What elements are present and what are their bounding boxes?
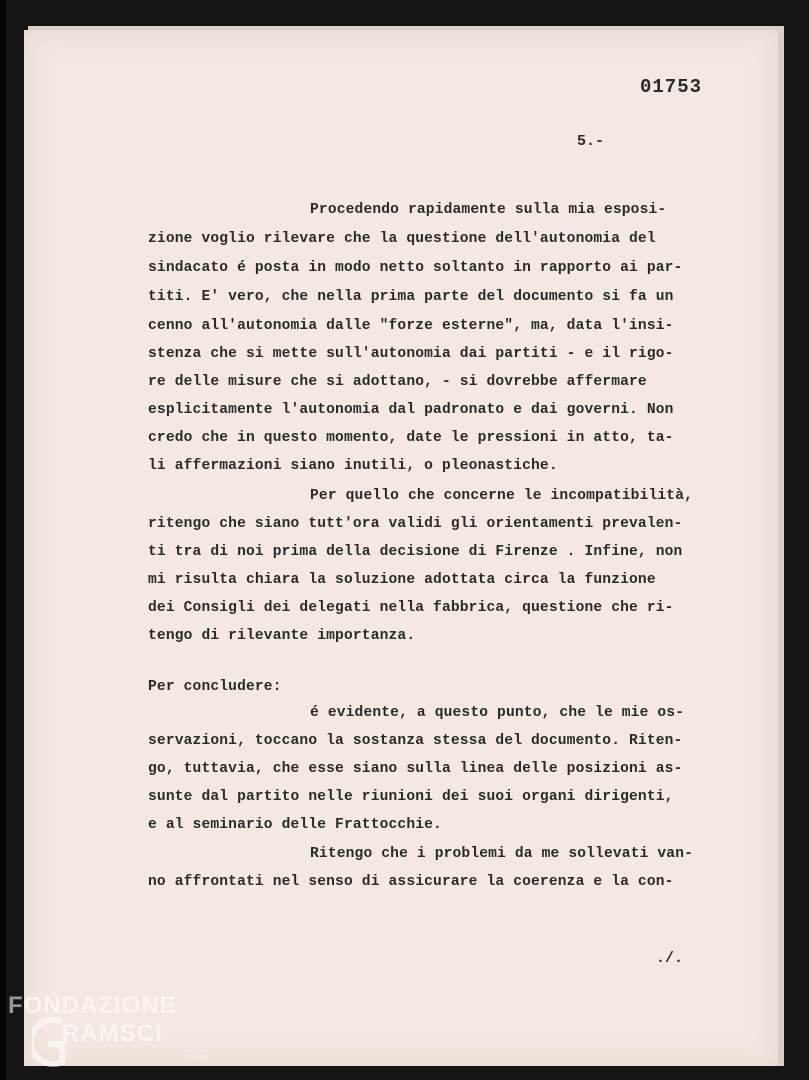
text-line: titi. E' vero, che nella prima parte del documento si fa un	[148, 289, 674, 305]
section-heading: Per concludere:	[148, 679, 282, 695]
text-line: é evidente, a questo punto, che le mie os-	[310, 705, 685, 721]
text-line: credo che in questo momento, date le pressioni in atto, ta-	[148, 430, 674, 446]
watermark-logo	[8, 992, 218, 1072]
text-line: dei Consigli dei delegati nella fabbrica, questione che ri-	[148, 600, 674, 616]
text-line: mi risulta chiara la soluzione adottata circa la funzione	[148, 572, 656, 588]
page-number: 5.-	[577, 133, 605, 150]
text-line: esplicitamente l'autonomia dal padronato e dai governi. Non	[148, 402, 674, 418]
text-line: Procedendo rapidamente sulla mia esposi-	[310, 202, 667, 218]
text-line: servazioni, toccano la sostanza stessa del documento. Riten-	[148, 733, 683, 749]
text-line: stenza che si mette sull'autonomia dai partiti - e il rigo-	[148, 346, 674, 362]
text-line: re delle misure che si adottano, - si dovrebbe affermare	[148, 374, 647, 390]
text-line: no affrontati nel senso di assicurare la coerenza e la con-	[148, 874, 674, 890]
document-number: 01753	[640, 76, 703, 98]
text-line: sunte dal partito nelle riunioni dei suoi organi dirigenti,	[148, 789, 674, 805]
text-line: e al seminario delle Frattocchie.	[148, 817, 442, 833]
watermark-line1: FONDAZIONE	[8, 992, 177, 1019]
watermark-g-icon	[32, 1014, 66, 1070]
scan-edge	[0, 0, 6, 1080]
text-line: zione voglio rilevare che la questione dell'autonomia del	[148, 231, 656, 247]
watermark-sub: onlus	[186, 1052, 208, 1062]
continuation-mark: ./.	[656, 950, 684, 967]
text-line: sindacato é posta in modo netto soltanto in rapporto ai par-	[148, 260, 683, 276]
text-line: ti tra di noi prima della decisione di Firenze . Infine, non	[148, 544, 683, 560]
text-line: cenno all'autonomia dalle "forze esterne", ma, data l'insi-	[148, 318, 674, 334]
text-line: li affermazioni siano inutili, o pleonastiche.	[148, 458, 558, 474]
text-line: Ritengo che i problemi da me sollevati van-	[310, 846, 694, 862]
text-line: go, tuttavia, che esse siano sulla linea delle posizioni as-	[148, 761, 683, 777]
text-line: ritengo che siano tutt'ora validi gli orientamenti prevalen-	[148, 516, 683, 532]
text-line: Per quello che concerne le incompatibilità,	[310, 488, 694, 504]
text-line: tengo di rilevante importanza.	[148, 628, 416, 644]
watermark-line2: RAMSCI	[62, 1020, 163, 1047]
